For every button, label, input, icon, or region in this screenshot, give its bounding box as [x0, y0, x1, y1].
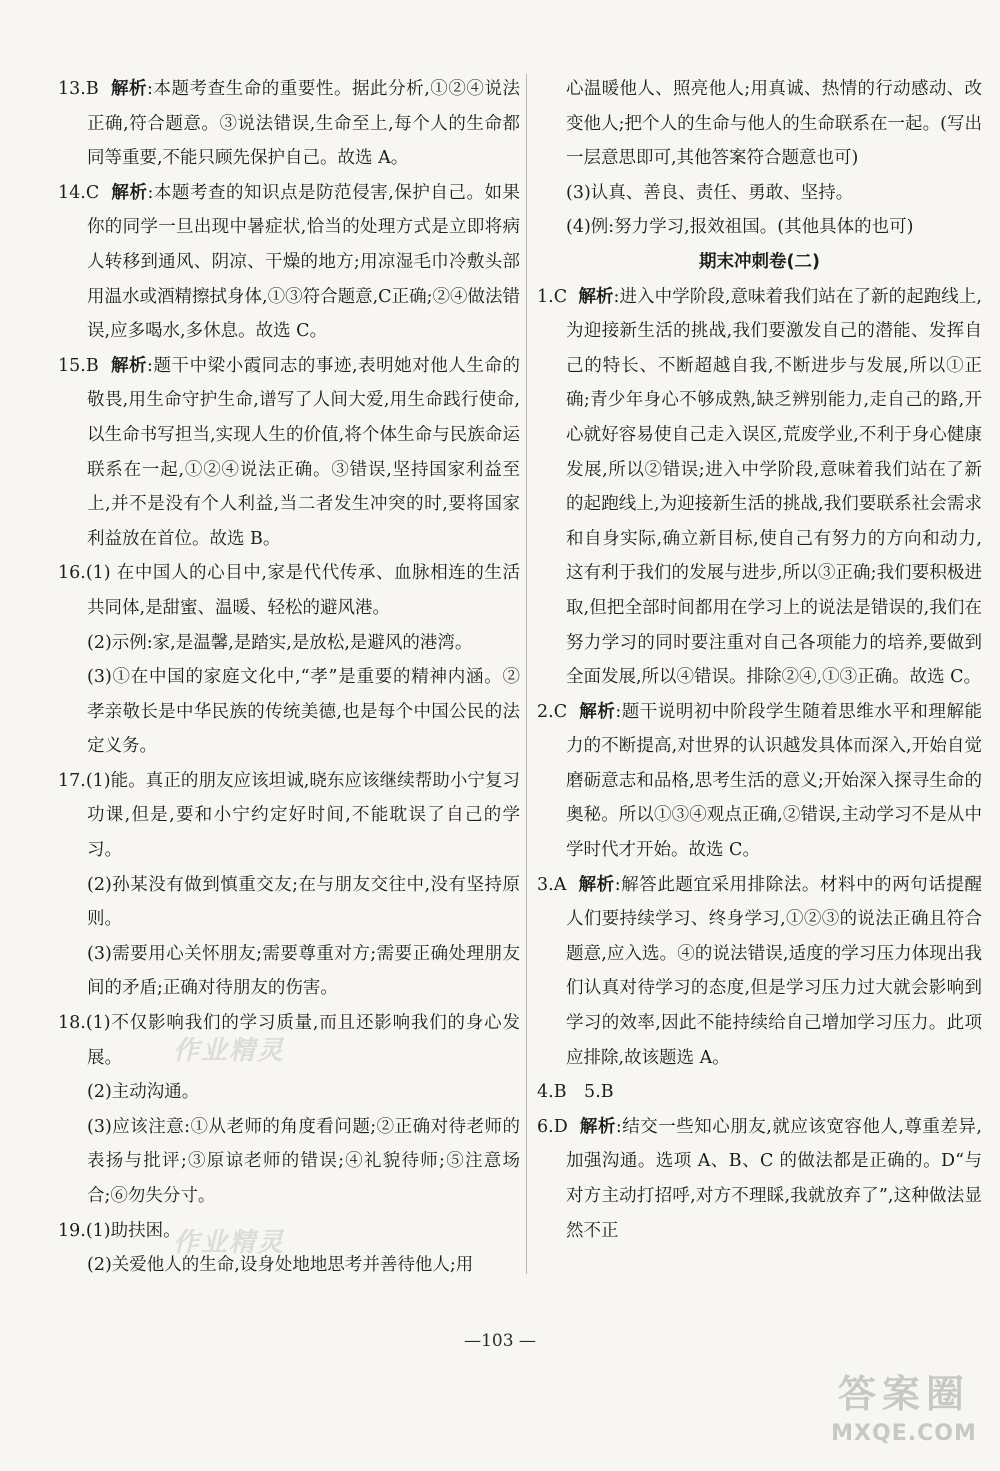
analysis-label: 解析	[578, 286, 614, 307]
analysis-label: 解析	[579, 701, 616, 722]
answer-16-part-3: (3)①在中国的家庭文化中,“孝”是重要的精神内涵。②孝亲敬长是中华民族的传统美德,也是每个中国公民的法定义务。	[87, 667, 520, 757]
page-number: —103 —	[464, 1331, 536, 1351]
watermark-logo-title: 答案圈	[837, 1372, 970, 1416]
right-column	[537, 72, 982, 1248]
answer-4-5: 4.B 5.B	[537, 1082, 614, 1103]
section-title: 期末冲刺卷(二)	[699, 251, 820, 272]
answer-2: 2.C 解析:题干说明初中阶段学生随着思维水平和理解能力的不断提高,对世界的认识越发具体而深入,开始自觉磨砺意志和品格,思考生活的意义;开始深入探寻生命的奥秘。所以①③④观点正确,②错误,主动学习不是从中学时代才开始。故选 C。	[537, 701, 982, 861]
analysis-label: 解析	[579, 1116, 616, 1137]
answer-16-part-2: (2)示例:家,是温馨,是踏实,是放松,是避风的港湾。	[87, 632, 473, 653]
answer-19-part-4: (4)例:努力学习,报效祖国。(其他具体的也可)	[566, 217, 914, 238]
answer-17-part-3: (3)需要用心关怀朋友;需要尊重对方;需要正确处理朋友间的矛盾;正确对待朋友的伤害。	[87, 943, 520, 999]
answer-19-part-1: 19.(1)助扶困。	[58, 1220, 181, 1241]
analysis-label: 解析	[110, 355, 148, 376]
watermark-logo-url: MXQE.COM	[831, 1421, 977, 1446]
answer-18-part-2: (2)主动沟通。	[87, 1082, 200, 1103]
analysis-label: 解析	[578, 874, 615, 895]
answer-19-part-2: (2)关爱他人的生命,设身处地地思考并善待他人;用	[87, 1255, 474, 1276]
answer-1: 1.C 解析:进入中学阶段,意味着我们站在了新的起跑线上,为迎接新生活的挑战,我们要激发自己的潜能、发挥自己的特长、不断超越自我,不断进步与发展,所以①正确;青少年身心不够成熟,缺乏辨别能力,走自己的路,开心就好容易使自己走入误区,荒废学业,不利于身心健康发展,所以②错误;进入中学阶段,意味着我们站在了新的起跑线上,为迎接新生活的挑战,我们要联系社会需求和自身实际,确立新目标,使自己有努力的方向和动力,这有利于我们的发展与进步,所以③正确;我们要积极进取,但把全部时间都用在学习上的说法是错误的,我们在努力学习的同时要注重对自己各项能力的培养,要做到全面发展,所以④错误。排除②④,①③正确。故选 C。	[537, 286, 982, 688]
answer-17-part-1: 17.(1)能。真正的朋友应该坦诚,晓东应该继续帮助小宁复习功课,但是,要和小宁约定好时间,不能耽误了自己的学习。	[58, 770, 520, 861]
analysis-label: 解析	[111, 182, 148, 203]
left-column	[58, 72, 520, 1283]
answer-6: 6.D 解析:结交一些知心朋友,就应该宽容他人,尊重差异,加强沟通。选项 A、B、C 的做法都是正确的。D“与对方主动打招呼,对方不理睬,我就放弃了”,这种做法显然不正	[537, 1116, 982, 1241]
answer-14: 14.C 解析:本题考查的知识点是防范侵害,保护自己。如果你的同学一旦出现中暑症状,恰当的处理方式是立即将病人转移到通风、阴凉、干燥的地方;用凉湿毛巾冷敷头部用温水或酒精擦拭身体,①③符合题意,C正确;②④做法错误,应多喝水,多休息。故选 C。	[58, 182, 520, 342]
analysis-label: 解析	[110, 79, 148, 99]
answer-18-part-3: (3)应该注意:①从老师的角度看问题;②正确对待老师的表扬与批评;③原谅老师的错误;④礼貌待师;⑤注意场合;⑥勿失分寸。	[87, 1116, 520, 1206]
answer-13: 13.B 解析:本题考查生命的重要性。据此分析,①②④说法正确,符合题意。③说法错误,生命至上,每个人的生命都同等重要,不能只顾先保护自己。故选 A。	[58, 79, 521, 169]
answer-19-continued: 心温暖他人、照亮他人;用真诚、热情的行动感动、改变他人;把个人的生命与他人的生命联系在一起。(写出一层意思即可,其他答案符合题意也可)	[566, 79, 982, 169]
watermark-logo	[814, 1369, 994, 1465]
answer-16-part-1: 16.(1) 在中国人的心目中,家是代代传承、血脉相连的生活共同体,是甜蜜、温暖、轻松的避风港。	[58, 563, 520, 618]
answer-18-part-1: 18.(1)不仅影响我们的学习质量,而且还影响我们的身心发展。	[58, 1013, 520, 1068]
answer-15: 15.B 解析:题干中梁小霞同志的事迹,表明她对他人生命的敬畏,用生命守护生命,谱写了人间大爱,用生命践行使命,以生命书写担当,实现人生的价值,将个体生命与民族命运联系在一起,①②④说法正确。③错误,坚持国家利益至上,并不是没有个人利益,当二者发生冲突的时,要将国家利益放在首位。故选 B。	[58, 355, 521, 549]
watermark-text: 作业精灵	[173, 1228, 286, 1258]
column-divider	[526, 74, 527, 1274]
watermark-text: 作业精灵	[173, 1036, 286, 1066]
answer-19-part-3: (3)认真、善良、责任、勇敢、坚持。	[566, 182, 854, 203]
answer-17-part-2: (2)孙某没有做到慎重交友;在与朋友交往中,没有坚持原则。	[87, 874, 520, 930]
answer-3: 3.A 解析:解答此题宜采用排除法。材料中的两句话提醒人们要持续学习、终身学习,①②③的说法正确且符合题意,应入选。④的说法错误,适度的学习压力体现出我们认真对待学习的态度,但是学习压力过大就会影响到学习的效率,因此不能持续给自己增加学习压力。此项应排除,故该题选 A。	[537, 874, 982, 1068]
